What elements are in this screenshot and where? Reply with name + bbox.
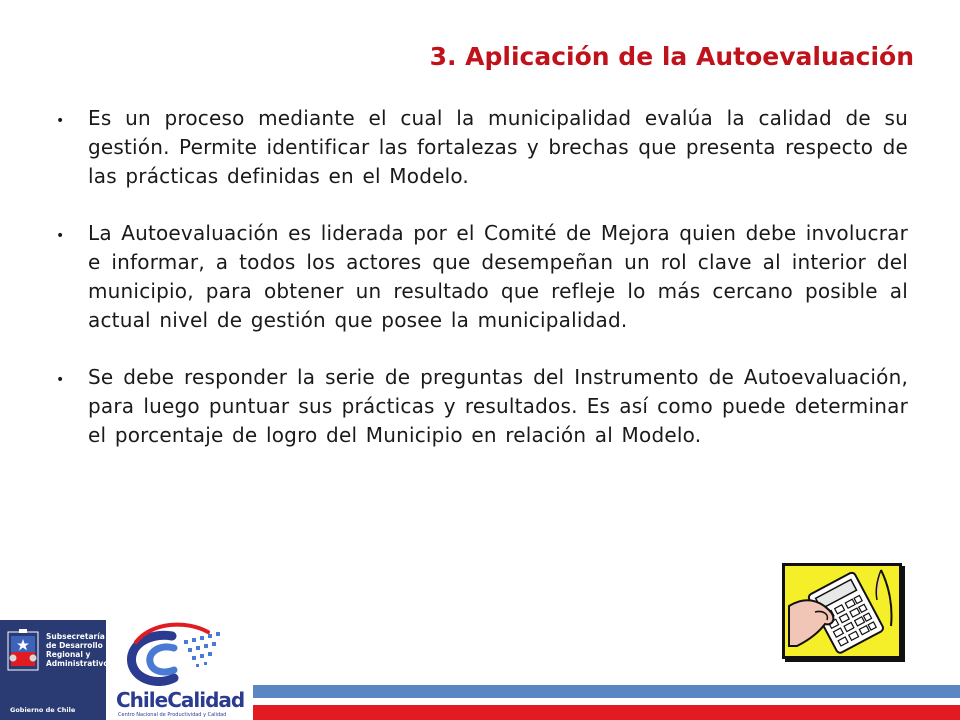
bullet-text: Se debe responder la serie de preguntas del Instrumento de Autoevaluación, para luego puntuar sus prácticas y resultados. Es así como puede determinar el porcentaje de logro del Municipio en relación al Modelo. <box>88 365 908 447</box>
footer-bar-blue <box>253 685 960 698</box>
bullet-dot: • <box>56 228 65 244</box>
bullet-item <box>56 219 908 335</box>
chilecalidad-wordmark <box>116 688 244 712</box>
chilecalidad-swirl-icon <box>112 618 234 690</box>
chilecalidad-word-calidad: Calidad <box>167 688 245 712</box>
hand-calculator-icon <box>782 563 902 659</box>
calculator-drawing <box>785 566 899 656</box>
bullet-dot: • <box>56 372 65 388</box>
chilecalidad-word-chile: Chile <box>116 688 168 712</box>
footer-bar-red <box>253 705 960 720</box>
gov-institution-name: Subsecretaría de Desarrollo Regional y Administrativo <box>46 632 109 668</box>
gov-footer-text: Gobierno de Chile <box>10 706 76 714</box>
bullet-dot: • <box>56 113 65 129</box>
gobierno-de-chile-logo <box>0 620 109 720</box>
chilecalidad-logo <box>112 618 245 720</box>
bullet-text: Es un proceso mediante el cual la municipalidad evalúa la calidad de su gestión. Permite identificar las fortalezas y brechas que presenta respecto de las prácticas definidas en el Modelo. <box>88 106 908 188</box>
bullet-item <box>56 104 908 191</box>
bullet-text: La Autoevaluación es liderada por el Comité de Mejora quien debe involucrar e informar, a todos los actores que desempeñan un rol clave al interior del municipio, para obtener un resultado que refleje lo más cercano posible al actual nivel de gestión que posee la municipalidad. <box>88 221 908 332</box>
bullet-list <box>56 104 908 478</box>
chilecalidad-subtitle: Centro Nacional de Productividad y Calidad <box>118 712 227 718</box>
slide-title: 3. Aplicación de la Autoevaluación <box>429 42 914 71</box>
chile-shield-icon <box>6 628 40 674</box>
bullet-item <box>56 363 908 450</box>
